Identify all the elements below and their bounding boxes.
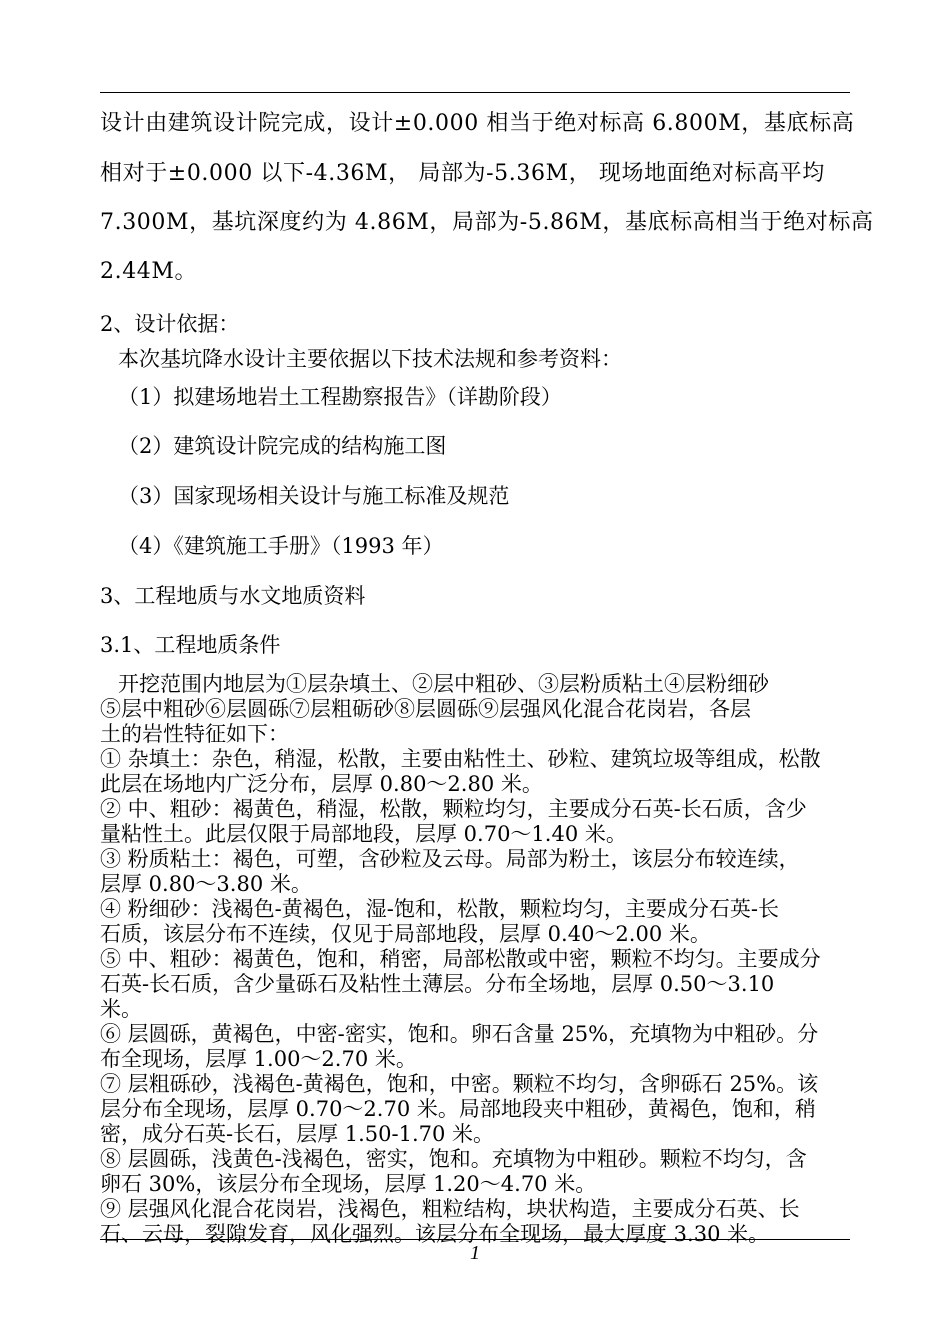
strata-line: 石、云母，裂隙发育，风化强烈。该层分布全现场，最大厚度 3.30 米。 [100, 1222, 770, 1246]
strata-line: 土的岩性特征如下： [100, 722, 289, 746]
footer-rule [100, 1239, 850, 1240]
section-heading: 3、工程地质与水文地质资料 [100, 584, 366, 608]
reference-item: （4）《建筑施工手册》（1993 年） [118, 534, 444, 558]
strata-line: ② 中、粗砂：褐黄色，稍湿，松散，颗粒均匀，主要成分石英-长石质，含少 [100, 797, 807, 821]
strata-line: ⑨ 层强风化混合花岗岩，浅褐色，粗粒结构，块状构造，主要成分石英、长 [100, 1197, 800, 1221]
strata-line: 层厚 0.80～3.80 米。 [100, 872, 312, 896]
strata-line: ① 杂填土：杂色，稍湿，松散，主要由粘性土、砂粒、建筑垃圾等组成，松散 [100, 747, 821, 771]
page-number: 1 [470, 1242, 480, 1264]
section-intro: 本次基坑降水设计主要依据以下技术法规和参考资料： [118, 347, 622, 371]
intro-line: 7.300M，基坑深度约为 4.86M，局部为-5.86M，基底标高相当于绝对标高 [100, 210, 874, 235]
strata-line: ⑤层中粗砂⑥层圆砾⑦层粗砺砂⑧层圆砾⑨层强风化混合花岗岩，各层 [100, 697, 751, 721]
header-rule [100, 92, 850, 93]
strata-line: 卵石 30%，该层分布全现场，层厚 1.20～4.70 米。 [100, 1172, 597, 1196]
strata-line: 密，成分石英-长石，层厚 1.50-1.70 米。 [100, 1122, 495, 1146]
subsection-heading: 3.1、工程地质条件 [100, 633, 281, 657]
reference-item: （3）国家现场相关设计与施工标准及规范 [118, 484, 510, 508]
strata-line: 量粘性土。此层仅限于局部地段，层厚 0.70～1.40 米。 [100, 822, 627, 846]
reference-item: （2）建筑设计院完成的结构施工图 [118, 434, 447, 458]
strata-line: ⑤ 中、粗砂：褐黄色，饱和，稍密，局部松散或中密，颗粒不均匀。主要成分 [100, 947, 821, 971]
strata-line: 石英-长石质，含少量砾石及粘性土薄层。分布全场地，层厚 0.50～3.10 [100, 972, 775, 996]
strata-line: 层分布全现场，层厚 0.70～2.70 米。局部地段夹中粗砂，黄褐色，饱和，稍 [100, 1097, 816, 1121]
strata-line: ⑥ 层圆砾，黄褐色，中密-密实，饱和。卵石含量 25%，充填物为中粗砂。分 [100, 1022, 819, 1046]
strata-line: 开挖范围内地层为①层杂填土、②层中粗砂、③层粉质粘土④层粉细砂 [118, 672, 769, 696]
strata-line: 石质，该层分布不连续，仅见于局部地段，层厚 0.40～2.00 米。 [100, 922, 711, 946]
strata-line: 米。 [100, 997, 142, 1021]
strata-line: ③ 粉质粘土：褐色，可塑，含砂粒及云母。局部为粉土，该层分布较连续， [100, 847, 800, 871]
intro-line: 2.44M。 [100, 259, 198, 284]
intro-line: 相对于±0.000 以下-4.36M， 局部为-5.36M， 现场地面绝对标高平均 [100, 161, 825, 186]
strata-line: 布全现场，层厚 1.00～2.70 米。 [100, 1047, 417, 1071]
strata-line: ④ 粉细砂：浅褐色-黄褐色，湿-饱和，松散，颗粒均匀，主要成分石英-长 [100, 897, 779, 921]
strata-line: ⑦ 层粗砾砂，浅褐色-黄褐色，饱和，中密。颗粒不均匀，含卵砾石 25%。该 [100, 1072, 819, 1096]
reference-item: （1）拟建场地岩土工程勘察报告》（详勘阶段） [118, 385, 562, 409]
strata-line: ⑧ 层圆砾，浅黄色-浅褐色，密实，饱和。充填物为中粗砂。颗粒不均匀，含 [100, 1147, 807, 1171]
intro-line: 设计由建筑设计院完成，设计±0.000 相当于绝对标高 6.800M，基底标高 [100, 111, 855, 136]
strata-line: 此层在场地内广泛分布，层厚 0.80～2.80 米。 [100, 772, 543, 796]
section-heading: 2、设计依据： [100, 312, 240, 336]
